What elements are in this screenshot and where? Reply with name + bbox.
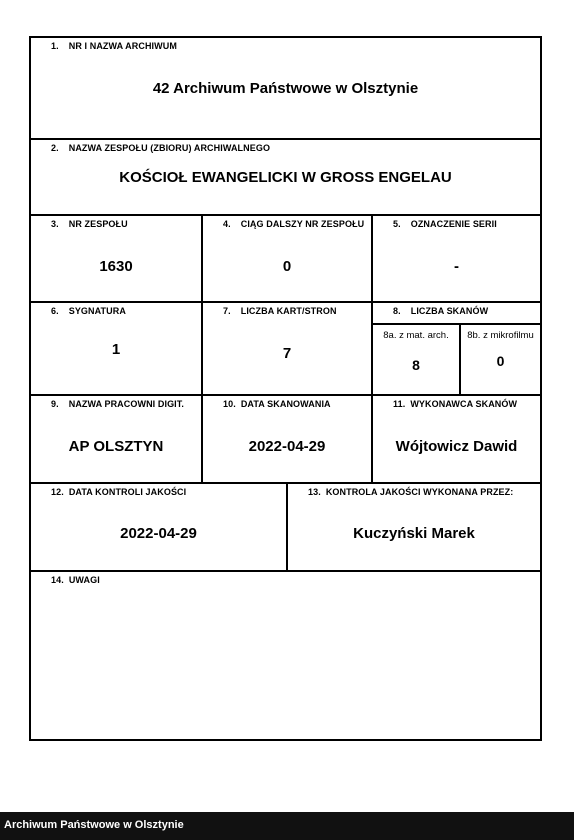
field-qc-performer: [286, 482, 540, 570]
field-label: 6. SYGNATURA: [51, 306, 126, 316]
field-label: 10. DATA SKANOWANIA: [223, 399, 331, 409]
field-remarks: [31, 570, 540, 739]
field-scan-date: [201, 394, 371, 482]
scan-date-value: 2022-04-29: [248, 438, 326, 455]
scan-count-microfilm-label: 8b. z mikrofilmu: [467, 330, 534, 341]
scan-count-archival-label: 8a. z mat. arch.: [383, 330, 449, 341]
footer-archive-name: Archiwum Państwowe w Olsztynie: [4, 819, 184, 831]
series-value: -: [454, 258, 459, 275]
scan-count-microfilm: [459, 323, 540, 394]
field-label: 12. DATA KONTROLI JAKOŚCI: [51, 487, 187, 497]
field-label: 2. NAZWA ZESPOŁU (ZBIORU) ARCHIWALNEGO: [51, 143, 271, 153]
digitization-lab-value: AP OLSZTYN: [68, 438, 164, 455]
field-label: 13. KONTROLA JAKOŚCI WYKONANA PRZEZ:: [308, 487, 514, 497]
qc-date-value: 2022-04-29: [120, 525, 197, 542]
collection-number-value: 1630: [99, 258, 133, 275]
field-scan-operator: [371, 394, 540, 482]
metadata-form: [29, 36, 542, 741]
field-label: 9. NAZWA PRACOWNI DIGIT.: [51, 399, 184, 409]
field-collection-continuation: [201, 214, 371, 301]
field-label: 4. CIĄG DALSZY NR ZESPOŁU: [223, 219, 365, 229]
signature-value: 1: [111, 341, 121, 358]
field-collection-name: [31, 138, 540, 214]
field-label: 5. OZNACZENIE SERII: [393, 219, 497, 229]
field-label: 8. LICZBA SKANÓW: [393, 306, 489, 316]
page-count-value: 7: [282, 345, 292, 362]
field-signature: [31, 301, 201, 394]
scan-operator-value: Wójtowicz Dawid: [395, 438, 518, 455]
field-label: 7. LICZBA KART/STRON: [223, 306, 337, 316]
collection-name-value: KOŚCIOŁ EWANGELICKI W GROSS ENGELAU: [119, 169, 452, 186]
field-collection-number: [31, 214, 201, 301]
archive-name-value: 42 Archiwum Państwowe w Olsztynie: [152, 80, 419, 97]
field-digitization-lab: [31, 394, 201, 482]
field-label: 3. NR ZESPOŁU: [51, 219, 128, 229]
field-qc-date: [31, 482, 286, 570]
field-archive: [31, 38, 540, 138]
field-label: 1. NR I NAZWA ARCHIWUM: [51, 41, 177, 51]
footer-bar: [0, 812, 574, 840]
field-label: 11. WYKONAWCA SKANÓW: [393, 399, 518, 409]
field-page-count: [201, 301, 371, 394]
scan-count-microfilm-value: 0: [496, 353, 505, 369]
qc-performer-value: Kuczyński Marek: [353, 525, 475, 542]
scan-count-archival: [373, 323, 459, 394]
field-label: 14. UWAGI: [51, 575, 100, 585]
collection-continuation-value: 0: [282, 258, 292, 275]
scan-count-archival-value: 8: [412, 357, 420, 373]
field-series: [371, 214, 540, 301]
field-scan-count: [371, 301, 540, 394]
